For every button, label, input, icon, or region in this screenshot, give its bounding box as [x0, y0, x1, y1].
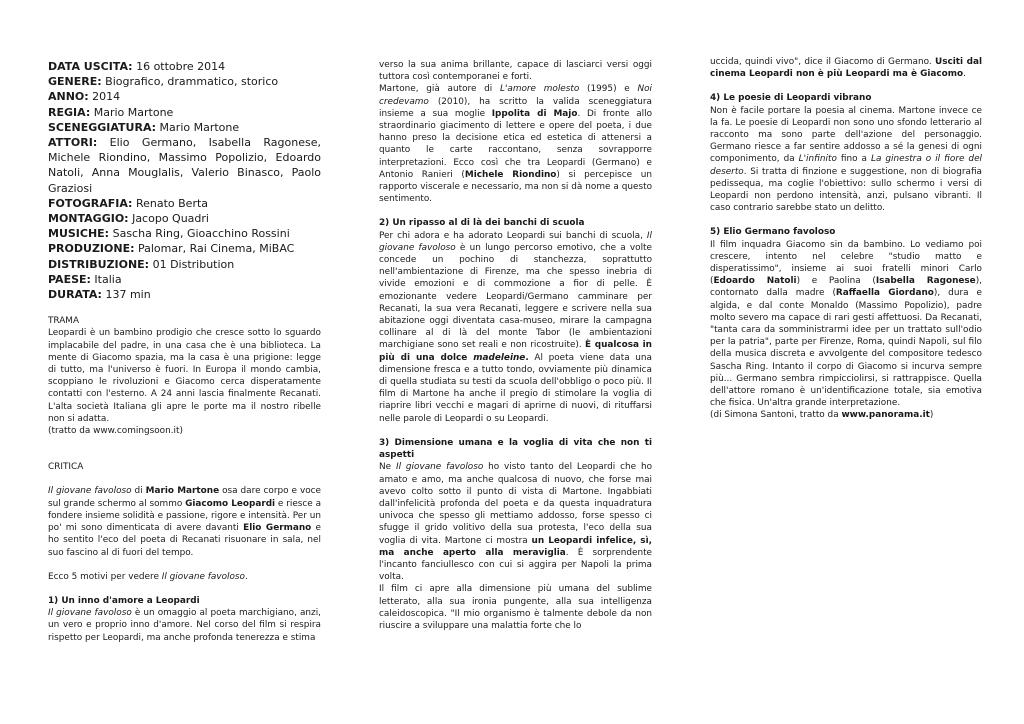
release-date-value: 16 ottobre 2014 — [132, 60, 226, 73]
critica-intro — [48, 485, 321, 558]
section-2-heading: 2) Un ripasso al di là dei banchi di scuola — [379, 218, 585, 229]
section-1-text-b: verso la sua anima brillante, capace di lasciarci versi oggi tuttora così contemporanei e forti. — [379, 60, 652, 83]
text-run: ) — [929, 410, 934, 421]
text-run: . — [244, 571, 248, 582]
highlight-text: . — [525, 352, 529, 363]
music-row — [48, 226, 321, 241]
distribution-value: 01 Distribution — [149, 257, 235, 271]
director-value: Mario Martone — [90, 105, 174, 119]
text-run: ) e Paolina ( — [796, 276, 876, 287]
plot-text: Leopardi è un bambino prodigio che cresce sotto lo sguardo implacabile del padre, in una casa che è una biblioteca. La mente di Giacomo spazia, ma la casa è una prigione: legge di tutto, ma l'universo è fuori. In Europa il mondo cambia, scoppiano le rivoluzioni e Giacomo cerca disperatamente contatti con l'esterno. A 24 anni lascia finalmente Recanati. L'alta società Italiana gli apre le porte ma il nostro ribelle non si adatta. — [48, 328, 321, 424]
director-row — [48, 105, 321, 120]
actor-name: Raffaella Giordano — [835, 288, 934, 299]
section-5-text — [710, 239, 982, 410]
director-label: REGIA: — [48, 105, 91, 119]
section-1-heading: 1) Un inno d'amore a Leopardi — [48, 595, 200, 606]
section-3-text-c — [710, 56, 982, 80]
plot-source: (tratto da www.comingsoon.it) — [48, 426, 183, 437]
writer-name: Ippolita di Majo — [491, 108, 578, 119]
text-run: è un omaggio al poeta marchigiano, anzi, un vero e proprio inno d'amore. Nel corso del film si respira rispetto per Leopardi, ma anche profonda tenerezza e stima — [48, 608, 321, 643]
critica-reasons-intro — [48, 571, 321, 583]
column-2 — [379, 59, 652, 632]
film-title: Il giovane favoloso — [48, 608, 132, 619]
text-run: . — [963, 69, 966, 80]
actor-name: Edoardo Natoli — [713, 276, 797, 287]
editing-row — [48, 211, 321, 226]
screenplay-label: SCENEGGIATURA: — [48, 120, 157, 134]
year-row — [48, 89, 321, 104]
photography-row — [48, 196, 321, 211]
text-run: (2010), ha scritto la valida sceneggiatura insieme a sua moglie — [379, 96, 652, 119]
text-run: e ho sentito l'eco del poeta di Recanati risuonare in sala, nel suo fascino al di fuori del tempo. — [48, 523, 321, 558]
text-run: uccida, quindi vivo", dice il Giacomo di Germano. — [710, 57, 935, 67]
text-run: (1995) e — [579, 84, 638, 95]
actors-value: Elio Germano, Isabella Ragonese, Michele Riondino, Massimo Popolizio, Edoardo Natoli, Anna Mouglalis, Valerio Binasco, Paolo Graziosi — [48, 136, 321, 195]
text-run: Ecco 5 motivi per vedere — [48, 571, 162, 582]
text-run: ), dura e algida, e dal conte Monaldo (Massimo Popolizio), padre molto severo ma capace di rari gesti affettuosi. Da Recanati, "tanta cara da somministrarmi idee per un trattato sull'odio per la patria", parte per Firenze, Roma, quindi Napoli, sul filo della musica discreta e avvolgente del compositore tedesco Sascha Ring. Intanto il corpo di Giacomo si incurva sempre più... Germano sembra rimpicciolirsi, si rattrappisce. Quella dell'attore romano è un'identificazione totale, sia emotiva che fisica. Un'altra grande interpretazione. — [710, 288, 983, 409]
section-2-text — [379, 230, 652, 425]
year-value: 2014 — [88, 90, 121, 104]
genre-row — [48, 74, 321, 89]
section-3-text-b: Il film ci apre alla dimensione più umana del sublime letterato, alla sua ironia pungente, alla sua intelligenza caleidoscopica. "Il mio organismo è talmente debole da non riuscire a sviluppare una malattia forte che lo — [379, 584, 652, 631]
editing-label: MONTAGGIO: — [48, 212, 129, 226]
highlight-text: un Leopardi infelice, sì, ma anche aperto alla meraviglia — [379, 535, 652, 558]
film-title: Il giovane favoloso — [161, 571, 245, 582]
text-run: ) si percepisce un rapporto viscerale e necessario, ma non si dà nome a questo sentimento. — [379, 169, 652, 205]
screenplay-value: Mario Martone — [156, 120, 240, 134]
film-title: L'amore molesto — [500, 84, 580, 95]
text-run: Per chi adora e ha adorato Leopardi sui banchi di scuola, — [379, 230, 647, 241]
year-label: ANNO: — [48, 90, 89, 104]
section-3-text-a — [379, 461, 652, 583]
country-row — [48, 272, 321, 287]
critica-heading: CRITICA — [48, 462, 84, 473]
text-run: . Si tratta di finzione e suggestione, non di biografia pedissequa, ma coglie l'obiettivo: sullo schermo i versi di Leopardi non perdono intensità, anzi, pulsano vibranti. Il caso contrario sarebbe stato un delitto. — [710, 166, 982, 214]
film-title: Il giovane favoloso — [48, 486, 132, 497]
section-5-source — [710, 409, 982, 421]
section-1-text-a — [48, 607, 321, 644]
music-value: Sascha Ring, Gioacchino Rossini — [109, 227, 290, 241]
highlight-text: Usciti dal cinema Leopardi non è più Leopardi ma è Giacomo — [710, 57, 982, 80]
text-run: . Di fronte allo straordinario giacimento di lettere e opere del poeta, i due hanno preso la decisione etica ed estetica di attenersi a quanto le carte raccontano, senza sovrapporre interpretazioni. Ecco così che tra Leopardi (Germano) e Antonio Ranieri ( — [379, 108, 652, 180]
highlight-italic: madeleine — [473, 352, 526, 363]
music-label: MUSICHE: — [48, 227, 110, 241]
poem-title: L'infinito — [798, 154, 837, 165]
release-date-row — [48, 59, 321, 74]
text-run: fino a — [836, 154, 871, 165]
section-5-heading: 5) Elio Germano favoloso — [710, 227, 836, 238]
column-1 — [48, 59, 321, 644]
photography-value: Renato Berta — [132, 196, 209, 210]
photography-label: FOTOGRAFIA: — [48, 196, 133, 210]
duration-row — [48, 287, 321, 302]
text-run: e riesce a fondere insieme solidità e passione, rigore e intensità. Per un po' mi sono dimenticata di avere davanti — [48, 498, 322, 534]
poem-title: La ginestra o il fiore del deserto — [710, 154, 982, 177]
text-run: Il film inquadra Giacomo sin da bambino. Lo vediamo poi crescere, intento nel celebre "studio matto e disperatissimo", insieme ai suoi fratelli minori Carlo ( — [710, 239, 982, 287]
distribution-row — [48, 257, 321, 272]
release-date-label: DATA USCITA: — [48, 60, 133, 73]
actor-name: Michele Riondino — [464, 169, 557, 180]
poet-name: Giacomo Leopardi — [185, 498, 276, 509]
text-run: di — [131, 486, 146, 497]
actor-name: Isabella Ragonese — [875, 276, 976, 287]
text-run: (di Simona Santoni, tratto da — [710, 410, 842, 421]
text-run: Non è facile portare la poesia al cinema. Martone invece ce la fa. Le poesie di Leopardi non sono uno sfondo letterario al racconto ma sono parte dell'azione del personaggio. Germano riesce a far sentire addosso a sé la genesi di ogni componimento, da — [710, 105, 982, 165]
duration-value: 137 min — [101, 288, 151, 302]
genre-value: Biografico, drammatico, storico — [101, 75, 279, 89]
director-name: Mario Martone — [145, 486, 220, 497]
duration-label: DURATA: — [48, 288, 102, 302]
production-row — [48, 241, 321, 256]
text-run: è un lungo percorso emotivo, che a volte concede un pochino di stanchezza, soprattutto nell'ambientazione di Firenze, ma che spesso inebria di vivide emozioni e di commozione a fior di pelle. È emozionante vedere Leopardi/Germano camminare per Recanati, la sua vera Recanati, leggere e scrivere nella sua abitazione oggi diventata casa-museo, mirare la campagna collinare al di là del monte Tabor (le ambientazioni marchigiane sono set reali e non ricostruite). — [379, 242, 652, 351]
film-info — [48, 59, 321, 302]
distribution-label: DISTRIBUZIONE: — [48, 257, 150, 271]
editing-value: Jacopo Quadri — [128, 212, 209, 226]
actors-row — [48, 135, 321, 196]
section-1-text-c — [379, 83, 652, 205]
section-4-text — [710, 105, 982, 215]
source-link[interactable]: www.panorama.it — [841, 410, 930, 421]
film-title: Noi credevamo — [379, 84, 653, 107]
film-title: Il giovane favoloso — [395, 462, 484, 473]
section-3-heading: 3) Dimensione umana e la voglia di vita che non ti aspetti — [379, 437, 652, 461]
actors-label: ATTORI: — [48, 136, 98, 150]
text-run: ho visto tanto del Leopardi che ho amato e amo, ma anche qualcosa di nuovo, che forse mai avevo colto sotto il punto di vista di Martone. Ingabbiati dall'infelicità profonda del poeta e da questa inquadratura univoca che spesso gli mettiamo addosso, forse spesso ci sfugge il grido volitivo della sua protesta, l'eco della sua voglia di vita. Martone ci mostra — [379, 462, 652, 546]
text-run: . È sorprendente l'incanto fanciullesco con cui si aggira per Napoli la prima volta. — [379, 547, 653, 583]
screenplay-row — [48, 120, 321, 135]
column-3 — [710, 56, 982, 422]
production-value: Palomar, Rai Cinema, MiBAC — [134, 242, 295, 256]
country-value: Italia — [90, 272, 122, 286]
text-run: ), contornato dalla madre ( — [710, 276, 982, 299]
text-run: Ne — [379, 462, 396, 473]
text-run: Martone, già autore di — [379, 84, 501, 95]
section-4-heading: 4) Le poesie di Leopardi vibrano — [710, 93, 872, 104]
plot-heading: TRAMA — [48, 316, 80, 327]
genre-label: GENERE: — [48, 75, 102, 89]
text-run: Al poeta viene data una dimensione fresca e a tutto tondo, ovviamente più dinamica di quella studiata su testi da scuola dell'obbligo o poco più. Il film di Martone ha anche il pregio di stimolare la voglia di riaprire libri vecchi e magari di aprirne di nuovi, di rituffarsi nelle parole di Leopardi o su Leopardi. — [379, 352, 652, 424]
production-label: PRODUZIONE: — [48, 242, 135, 256]
highlight-text: È qualcosa in più di una dolce — [379, 340, 653, 363]
actor-name: Elio Germano — [243, 523, 312, 534]
country-label: PAESE: — [48, 272, 91, 286]
film-title: Il giovane favoloso — [379, 230, 652, 253]
text-run: osa dare corpo e voce sul grande schermo al sommo — [48, 486, 321, 509]
